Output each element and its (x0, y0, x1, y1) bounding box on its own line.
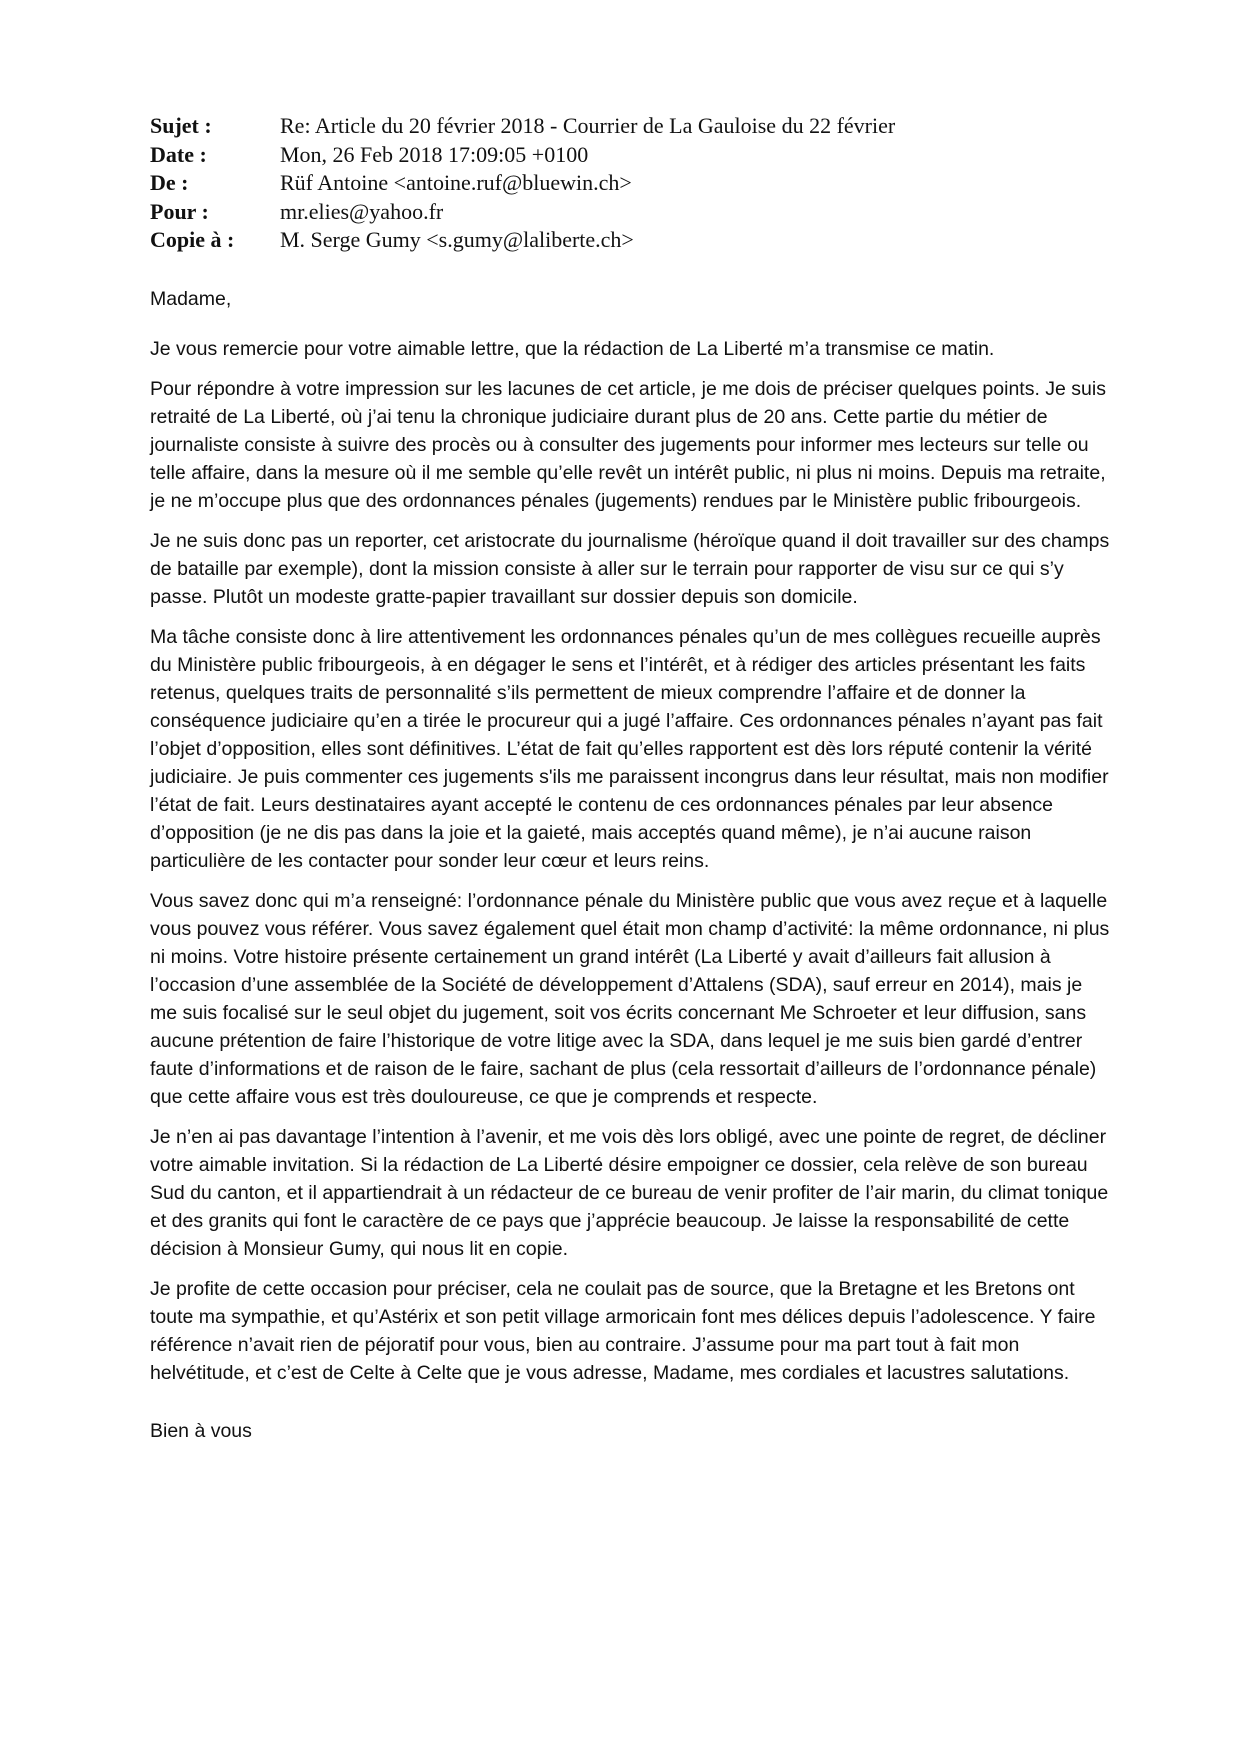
paragraph-6: Je n’en ai pas davantage l’intention à l’avenir, et me vois dès lors obligé, avec une pointe de regret, de décliner votre aimable invitation. Si la rédaction de La Liberté désire empoigner ce dossier, cela relève de son bureau Sud du canton, et il appartiendrait à un rédacteur de ce bureau de venir profiter de l’air marin, du climat tonique et des granits qui font le caractère de ce pays que j’apprécie beaucoup. Je laisse la responsabilité de cette décision à Monsieur Gumy, qui nous lit en copie. (150, 1125, 1109, 1260)
letter-page (150, 112, 1110, 1457)
paragraph-1: Je vous remercie pour votre aimable lettre, que la rédaction de La Liberté m’a transmise ce matin. (150, 337, 995, 360)
letter-body (150, 285, 1110, 1445)
to-label: Pour : (150, 198, 209, 224)
date-value: Mon, 26 Feb 2018 17:09:05 +0100 (280, 141, 589, 167)
paragraph-4: Ma tâche consiste donc à lire attentivement les ordonnances pénales qu’un de mes collègues recueille auprès du Ministère public fribourgeois, à en dégager le sens et l’intérêt, et à rédiger des articles présentant les faits retenus, quelques traits de personnalité s’ils permettent de mieux comprendre l’affaire et de donner la conséquence judiciaire qu’en a tirée le procureur qui a jugé l’affaire. Ces ordonnances pénales n’ayant pas fait l’objet d’opposition, elles sont définitives. L’état de fait qu’elles rapportent est dès lors réputé contenir la vérité judiciaire. Je puis commenter ces jugements s'ils me paraissent incongrus dans leur résultat, mais non modifier l’état de fait. Leurs destinataires ayant accepté le contenu de ces ordonnances pénales par leur absence d’opposition (je ne dis pas dans la joie et la gaieté, mais acceptés quand même), je n’ai aucune raison particulière de les contacter pour sonder leur cœur et leurs reins. (150, 625, 1109, 872)
cc-label: Copie à : (150, 227, 235, 252)
header-row-date (150, 141, 1110, 170)
subject-value: Re: Article du 20 février 2018 - Courrier de La Gauloise du 22 février (280, 113, 896, 138)
closing: Bien à vous (150, 1419, 252, 1442)
subject-label: Sujet : (150, 113, 212, 138)
header-row-to (150, 198, 1110, 227)
from-label: De : (150, 170, 189, 195)
header-row-subject (150, 112, 1110, 141)
to-value: mr.elies@yahoo.fr (280, 198, 444, 224)
email-header (150, 112, 1110, 255)
date-label: Date : (150, 141, 207, 167)
paragraph-5: Vous savez donc qui m’a renseigné: l’ordonnance pénale du Ministère public que vous avez reçue et à laquelle vous pouvez vous référer. Vous savez également quel était mon champ d’activité: la même ordonnance, ni plus ni moins. Votre histoire présente certainement un grand intérêt (La Liberté y avait d’ailleurs fait allusion à l’occasion d’une assemblée de la Société de développement d’Attalens (SDA), sauf erreur en 2014), mais je me suis focalisé sur le seul objet du jugement, soit vos écrits concernant Me Schroeter et leur diffusion, sans aucune prétention de faire l’historique de votre litige avec la SDA, dans lequel je me suis bien gardé d’entrer faute d’informations et de raison de le faire, sachant de plus (cela ressortait d’ailleurs de l’ordonnance pénale) que cette affaire vous est très douloureuse, ce que je comprends et respecte. (150, 889, 1110, 1108)
paragraph-3: Je ne suis donc pas un reporter, cet aristocrate du journalisme (héroïque quand il doit travailler sur des champs de bataille par exemple), dont la mission consiste à aller sur le terrain pour rapporter de visu sur ce qui s’y passe. Plutôt un modeste gratte-papier travaillant sur dossier depuis son domicile. (150, 529, 1110, 608)
paragraph-2: Pour répondre à votre impression sur les lacunes de cet article, je me dois de préciser quelques points. Je suis retraité de La Liberté, où j’ai tenu la chronique judiciaire durant plus de 20 ans. Cette partie du métier de journaliste consiste à suivre des procès ou à consulter des jugements pour informer mes lecteurs sur telle ou telle affaire, dans la mesure où il me semble qu’elle revêt un intérêt public, ni plus ni moins. Depuis ma retraite, je ne m’occupe plus que des ordonnances pénales (jugements) rendues par le Ministère public fribourgeois. (150, 377, 1106, 512)
cc-value: M. Serge Gumy <s.gumy@laliberte.ch> (280, 227, 634, 252)
salutation: Madame, (150, 287, 232, 310)
from-value: Rüf Antoine <antoine.ruf@bluewin.ch> (280, 170, 632, 195)
header-row-from (150, 169, 1110, 198)
paragraph-7: Je profite de cette occasion pour préciser, cela ne coulait pas de source, que la Bretagne et les Bretons ont toute ma sympathie, et qu’Astérix et son petit village armoricain font mes délices depuis l’adolescence. Y faire référence n’avait rien de péjoratif pour vous, bien au contraire. J’assume pour ma part tout à fait mon helvétitude, et c’est de Celte à Celte que je vous adresse, Madame, mes cordiales et lacustres salutations. (150, 1277, 1096, 1384)
header-row-cc (150, 226, 1110, 255)
